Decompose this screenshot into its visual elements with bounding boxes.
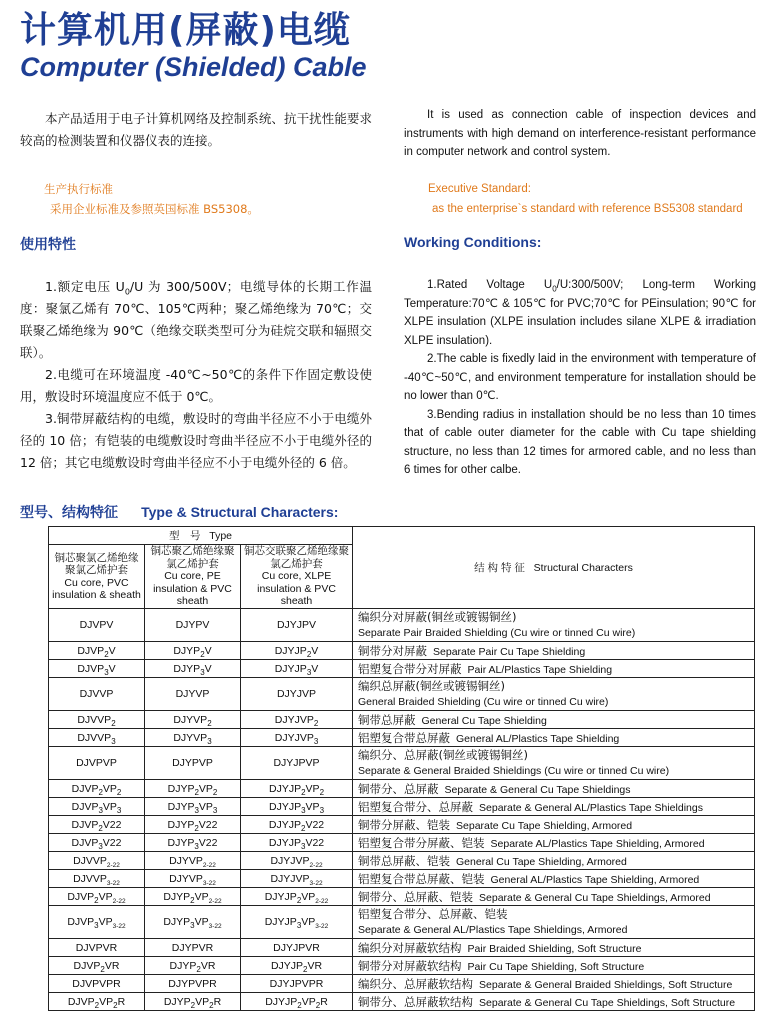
structure-desc-en: Pair Braided Shielding, Soft Structure bbox=[467, 942, 642, 955]
model-pvc: $DJVVP_3$ bbox=[49, 729, 145, 747]
structure-desc-en: General AL/Plastics Tape Shielding, Armored bbox=[490, 873, 700, 886]
model-pe: $DJYP_2VP_2R$ bbox=[145, 993, 241, 1011]
structure-desc bbox=[353, 906, 755, 939]
header-col-xlpe: 铜芯交联聚乙烯绝缘聚氯乙烯护套 Cu core, XLPE insulation & PVC sheath bbox=[241, 545, 353, 609]
intro-en: It is used as connection cable of inspection devices and instruments with high demand on interference-resistant performance in computer network and control system. bbox=[404, 109, 756, 158]
model-pvc: $DJVP_3VP_{3-22}$ bbox=[49, 906, 145, 939]
model-xlpe: $DJYJP_3VP_3$ bbox=[241, 798, 353, 816]
structure-desc-en: Pair Cu Tape Shielding, Soft Structure bbox=[467, 960, 645, 973]
structure-desc-en: General AL/Plastics Tape Shielding bbox=[456, 732, 620, 745]
types-heading-en: Type & Structural Characters: bbox=[141, 504, 339, 520]
model-pvc: DJVPVPR bbox=[49, 975, 145, 993]
structure-desc-cn: 铜带分、总屏蔽、铠装 bbox=[358, 889, 474, 904]
structure-desc-en: Separate & General Braided Shieldings, Soft Structure bbox=[479, 978, 733, 991]
structure-desc-cn: 铝塑复合带分、总屏蔽 bbox=[358, 799, 474, 814]
table-row bbox=[49, 957, 755, 975]
structure-desc bbox=[353, 870, 755, 888]
conditions-cn-item-3: 3.铜带屏蔽结构的电缆，敷设时的弯曲半径应不小于电缆外径的 10 倍；有铠装的电缆敷设时弯曲半径应不小于电缆外径的 12 倍；其它电缆敷设时弯曲半径应不小于电缆外径的 6 倍。 bbox=[20, 411, 372, 470]
types-heading-cn: 型号、结构特征 bbox=[20, 505, 118, 521]
conditions-en-item-2: 2.The cable is fixedly laid in the environment with temperature of -40℃~50℃, and environment temperature for installation should be no lower than 0℃. bbox=[404, 353, 756, 402]
model-xlpe: DJYJPVR bbox=[241, 939, 353, 957]
model-xlpe: DJYJPVPR bbox=[241, 975, 353, 993]
structure-desc-en: Pair AL/Plastics Tape Shielding bbox=[467, 663, 613, 676]
structure-desc-en: Separate & General AL/Plastics Tape Shieldings, Armored bbox=[358, 923, 628, 936]
structure-desc-en: General Braided Shielding (Cu wire or tinned Cu wire) bbox=[358, 695, 609, 708]
structure-desc bbox=[353, 678, 755, 711]
model-pe: $DJYP_2VP_2$ bbox=[145, 780, 241, 798]
model-pe: DJYPV bbox=[145, 609, 241, 642]
table-row bbox=[49, 798, 755, 816]
structure-desc bbox=[353, 834, 755, 852]
structure-desc-cn: 铝塑复合带分屏蔽、铠装 bbox=[358, 835, 485, 850]
table-header-row-1 bbox=[49, 527, 755, 545]
table-row bbox=[49, 729, 755, 747]
conditions-en-item-1: 1.Rated Voltage $U_0/U:300/500V$; Long-term Working Temperature:70℃ & 105℃ for PVC;70℃ for PEinsulation; 90℃ for XLPE insulation (XLPE insulation includes silane XLPE & irradiation XLPE insulation). bbox=[404, 279, 756, 347]
structure-desc-cn: 铝塑复合带总屏蔽、铠装 bbox=[358, 871, 485, 886]
model-pe: $DJYP_2VR$ bbox=[145, 957, 241, 975]
model-pvc: DJVPV bbox=[49, 609, 145, 642]
structure-desc bbox=[353, 993, 755, 1011]
model-pvc: $DJVP_3VP_3$ bbox=[49, 798, 145, 816]
table-row bbox=[49, 678, 755, 711]
type-structure-table bbox=[48, 526, 755, 1011]
model-pe: $DJYVP_{2-22}$ bbox=[145, 852, 241, 870]
model-pe: $DJYP_2VP_{2-22}$ bbox=[145, 888, 241, 906]
structure-desc-en: General Cu Tape Shielding bbox=[421, 714, 547, 727]
standard-en-block bbox=[428, 180, 780, 218]
model-pe: $DJYP_3VP_{3-22}$ bbox=[145, 906, 241, 939]
conditions-cn-item-2: 2.电缆可在环境温度 -40℃~50℃的条件下作固定敷设使用，敷设时环境温度应不低于 0℃。 bbox=[20, 367, 372, 404]
structure-desc-cn: 编织分对屏蔽(铜丝或镀锡铜丝) bbox=[358, 609, 517, 624]
structure-desc-en: Separate Pair Braided Shielding (Cu wire or tinned Cu wire) bbox=[358, 626, 636, 639]
model-pvc: $DJVP_2V$ bbox=[49, 642, 145, 660]
model-xlpe: $DJYJP_3V22$ bbox=[241, 834, 353, 852]
table-row bbox=[49, 780, 755, 798]
model-pvc: $DJVP_2VR$ bbox=[49, 957, 145, 975]
structure-desc-en: Separate & General Braided Shieldings (Cu wire or tinned Cu wire) bbox=[358, 764, 670, 777]
model-xlpe: $DJYJP_2V$ bbox=[241, 642, 353, 660]
model-xlpe: $DJYJVP_2$ bbox=[241, 711, 353, 729]
structure-desc-cn: 铜带分对屏蔽软结构 bbox=[358, 958, 462, 973]
structure-desc bbox=[353, 747, 755, 780]
model-pvc: DJVPVR bbox=[49, 939, 145, 957]
model-pe: $DJYP_3VP_3$ bbox=[145, 798, 241, 816]
model-pvc: $DJVVP_{3-22}$ bbox=[49, 870, 145, 888]
model-pe: $DJYP_3V$ bbox=[145, 660, 241, 678]
structure-desc-cn: 编织分、总屏蔽(铜丝或镀锡铜丝) bbox=[358, 747, 528, 762]
structure-desc bbox=[353, 780, 755, 798]
table-row bbox=[49, 975, 755, 993]
structure-desc-cn: 铜带分、总屏蔽软结构 bbox=[358, 994, 474, 1009]
table-row bbox=[49, 906, 755, 939]
header-col-pe: 铜芯聚乙烯绝缘聚氯乙烯护套 Cu core, PE insulation & PVC sheath bbox=[145, 545, 241, 609]
standard-en-label: Executive Standard: bbox=[428, 183, 531, 195]
structure-desc-en: Separate Pair Cu Tape Shielding bbox=[433, 645, 586, 658]
structure-desc bbox=[353, 660, 755, 678]
structure-desc-cn: 编织分对屏蔽软结构 bbox=[358, 940, 462, 955]
structure-desc bbox=[353, 975, 755, 993]
structure-desc-en: Separate & General AL/Plastics Tape Shieldings bbox=[479, 801, 703, 814]
table-row bbox=[49, 660, 755, 678]
header-type: 型 号 Type bbox=[49, 527, 353, 545]
structure-desc bbox=[353, 957, 755, 975]
table-row bbox=[49, 642, 755, 660]
model-pe: $DJYP_2V22$ bbox=[145, 816, 241, 834]
model-xlpe: $DJYJVP_{2-22}$ bbox=[241, 852, 353, 870]
table-row bbox=[49, 852, 755, 870]
model-pe: DJYPVP bbox=[145, 747, 241, 780]
page-title-en: Computer (Shielded) Cable bbox=[20, 52, 367, 82]
table-row bbox=[49, 870, 755, 888]
model-xlpe: $DJYJVP_3$ bbox=[241, 729, 353, 747]
model-pe: $DJYVP_{3-22}$ bbox=[145, 870, 241, 888]
structure-desc bbox=[353, 816, 755, 834]
structure-desc bbox=[353, 852, 755, 870]
table-row bbox=[49, 993, 755, 1011]
model-pe: $DJYVP_2$ bbox=[145, 711, 241, 729]
table-row bbox=[49, 888, 755, 906]
model-pe: $DJYP_2V$ bbox=[145, 642, 241, 660]
model-pvc: $DJVP_2VP_2R$ bbox=[49, 993, 145, 1011]
structure-desc-en: Separate & General Cu Tape Shieldings, Soft Structure bbox=[479, 996, 736, 1009]
structure-desc bbox=[353, 609, 755, 642]
conditions-en-list bbox=[404, 276, 756, 480]
model-xlpe: $DJYJP_2VP_{2-22}$ bbox=[241, 888, 353, 906]
structure-desc bbox=[353, 798, 755, 816]
table-row bbox=[49, 939, 755, 957]
header-structure: 结 构 特 征 Structural Characters bbox=[353, 527, 755, 609]
intro-cn-block bbox=[20, 108, 372, 152]
table-row bbox=[49, 609, 755, 642]
model-pe: $DJYVP_3$ bbox=[145, 729, 241, 747]
model-pvc: $DJVP_3V$ bbox=[49, 660, 145, 678]
model-pvc: $DJVVP_{2-22}$ bbox=[49, 852, 145, 870]
intro-en-block bbox=[404, 106, 756, 162]
conditions-heading-en: Working Conditions: bbox=[404, 234, 542, 250]
model-pvc: $DJVP_2VP_2$ bbox=[49, 780, 145, 798]
model-pe: DJYVP bbox=[145, 678, 241, 711]
structure-desc-cn: 铜带分对屏蔽 bbox=[358, 643, 428, 658]
table-row bbox=[49, 711, 755, 729]
model-xlpe: $DJYJP_2VR$ bbox=[241, 957, 353, 975]
model-pvc: $DJVP_3V22$ bbox=[49, 834, 145, 852]
page-title-cn: 计算机用(屏蔽)电缆 bbox=[20, 10, 351, 51]
table-row bbox=[49, 816, 755, 834]
structure-desc-cn: 编织总屏蔽(铜丝或镀锡铜丝) bbox=[358, 678, 505, 693]
standard-en-text: as the enterprise`s standard with reference BS5308 standard bbox=[432, 203, 743, 215]
model-xlpe: DJYJVP bbox=[241, 678, 353, 711]
conditions-cn-item-1: 1.额定电压 $U_0/U$ 为 300/500V；电缆导体的长期工作温度：聚氯乙烯有 70℃、105℃两种；聚乙烯绝缘为 70℃；交联聚乙烯绝缘为 90℃（绝缘交联类型可分为硅烷交联和辐照交联）。 bbox=[20, 279, 372, 360]
model-pvc: DJVVP bbox=[49, 678, 145, 711]
standard-cn-block bbox=[44, 180, 396, 218]
model-pe: DJYPVR bbox=[145, 939, 241, 957]
structure-desc-cn: 铜带总屏蔽、铠装 bbox=[358, 853, 451, 868]
model-xlpe: DJYJPVP bbox=[241, 747, 353, 780]
conditions-cn-list bbox=[20, 276, 372, 474]
structure-desc bbox=[353, 729, 755, 747]
model-pvc: $DJVP_2V22$ bbox=[49, 816, 145, 834]
structure-desc-cn: 铝塑复合带分对屏蔽 bbox=[358, 661, 462, 676]
structure-desc bbox=[353, 711, 755, 729]
structure-desc-en: Separate & General Cu Tape Shieldings, Armored bbox=[479, 891, 711, 904]
structure-desc-cn: 铝塑复合带分、总屏蔽、铠装 bbox=[358, 906, 508, 921]
structure-desc-en: Separate & General Cu Tape Shieldings bbox=[444, 783, 631, 796]
model-xlpe: $DJYJP_2V22$ bbox=[241, 816, 353, 834]
structure-desc bbox=[353, 888, 755, 906]
table-row bbox=[49, 747, 755, 780]
model-xlpe: DJYJPV bbox=[241, 609, 353, 642]
structure-desc-en: Separate Cu Tape Shielding, Armored bbox=[456, 819, 633, 832]
model-xlpe: $DJYJVP_{3-22}$ bbox=[241, 870, 353, 888]
table-row bbox=[49, 834, 755, 852]
structure-desc bbox=[353, 939, 755, 957]
structure-desc-cn: 铜带分、总屏蔽 bbox=[358, 781, 439, 796]
model-pvc: DJVPVP bbox=[49, 747, 145, 780]
structure-desc-cn: 编织分、总屏蔽软结构 bbox=[358, 976, 474, 991]
conditions-en-item-3: 3.Bending radius in installation should be no less than 10 times that of cable outer diameter for the cable with Cu tape shielding structure, no less than 12 times for armored cable, and no less than 6 times for other calbe. bbox=[404, 408, 756, 476]
structure-desc-cn: 铜带总屏蔽 bbox=[358, 712, 416, 727]
structure-desc-en: General Cu Tape Shielding, Armored bbox=[456, 855, 627, 868]
header-col-pvc: 铜芯聚氯乙烯绝缘聚氯乙烯护套 Cu core, PVC insulation & sheath bbox=[49, 545, 145, 609]
conditions-heading-cn: 使用特性 bbox=[20, 237, 76, 253]
structure-desc-cn: 铜带分屏蔽、铠装 bbox=[358, 817, 451, 832]
standard-cn-label: 生产执行标准 bbox=[44, 182, 113, 196]
model-pvc: $DJVP_2VP_{2-22}$ bbox=[49, 888, 145, 906]
model-pe: DJYPVPR bbox=[145, 975, 241, 993]
structure-desc-en: Separate AL/Plastics Tape Shielding, Armored bbox=[490, 837, 705, 850]
types-heading bbox=[20, 502, 338, 522]
structure-desc bbox=[353, 642, 755, 660]
model-pe: $DJYP_3V22$ bbox=[145, 834, 241, 852]
structure-desc-cn: 铝塑复合带总屏蔽 bbox=[358, 730, 451, 745]
standard-cn-text: 采用企业标准及参照英国标准 BS5308。 bbox=[50, 202, 259, 216]
model-xlpe: $DJYJP_3VP_{3-22}$ bbox=[241, 906, 353, 939]
model-xlpe: $DJYJP_2VP_2$ bbox=[241, 780, 353, 798]
model-xlpe: $DJYJP_2VP_2R$ bbox=[241, 993, 353, 1011]
intro-cn: 本产品适用于电子计算机网络及控制系统、抗干扰性能要求较高的检测装置和仪器仪表的连接。 bbox=[20, 111, 372, 148]
model-xlpe: $DJYJP_3V$ bbox=[241, 660, 353, 678]
model-pvc: $DJVVP_2$ bbox=[49, 711, 145, 729]
